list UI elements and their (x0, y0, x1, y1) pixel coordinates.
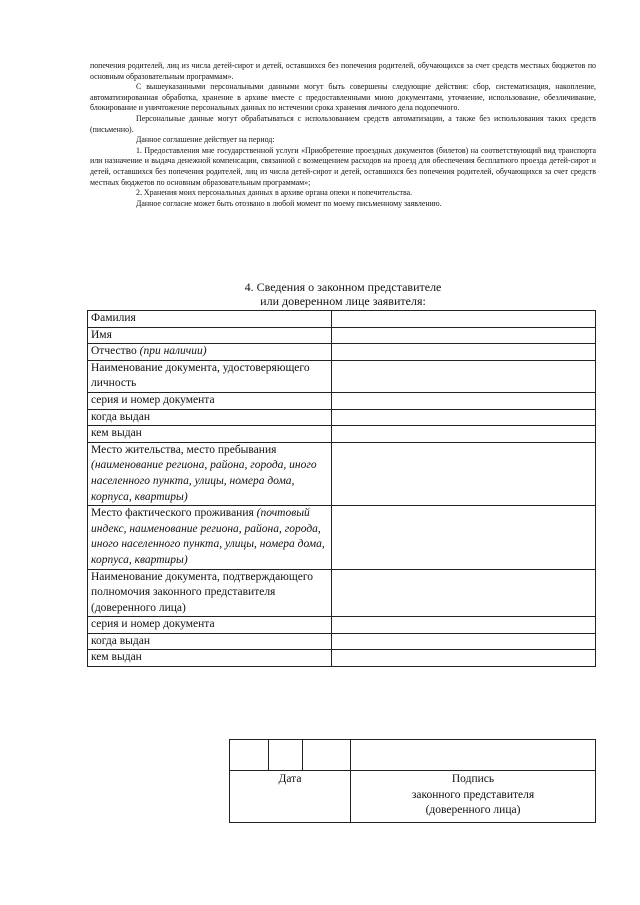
row-label: Фамилия (88, 311, 332, 328)
table-row (88, 392, 596, 409)
row-value-field[interactable] (332, 327, 596, 344)
row-note: (при наличии) (139, 345, 207, 358)
row-note: (почтовый индекс, наименование региона, района, города, иного населенного пункта, улицы, номера дома, корпуса, квартиры) (91, 507, 325, 566)
date-month-field-2[interactable] (303, 740, 351, 771)
row-value-field[interactable] (332, 650, 596, 667)
row-value-field[interactable] (332, 633, 596, 650)
date-month-field-1[interactable] (269, 740, 303, 771)
table-row (88, 426, 596, 443)
row-label: Отчество (при наличии) (88, 344, 332, 361)
table-row (88, 442, 596, 505)
consent-paragraph: Данное согласие может быть отозвано в любой момент по моему письменному заявлению. (136, 198, 442, 208)
section-title-line1: 4. Сведения о законном представителе (244, 280, 442, 294)
row-label: серия и номер документа (88, 617, 332, 634)
row-value-field[interactable] (332, 617, 596, 634)
table-row (88, 409, 596, 426)
row-value-field[interactable] (332, 360, 596, 392)
representative-info-table (87, 310, 596, 667)
table-row (88, 311, 596, 328)
row-label: Наименование документа, удостоверяющего личность (88, 360, 332, 392)
table-row (88, 360, 596, 392)
table-row (88, 650, 596, 667)
row-value-field[interactable] (332, 344, 596, 361)
row-label: Наименование документа, подтверждающего полномочия законного представителя (доверенного лица) (88, 569, 332, 617)
row-value-field[interactable] (332, 311, 596, 328)
row-value-field[interactable] (332, 506, 596, 569)
row-value-field[interactable] (332, 409, 596, 426)
consent-paragraph: попечения родителей, лиц из числа детей-сирот и детей, оставшихся без попечения родителей, обучающихся за счет средств местных бюджетов по основным образовательным программам». (90, 61, 596, 81)
table-row (88, 617, 596, 634)
section-heading (90, 280, 596, 308)
table-row (88, 506, 596, 569)
date-day-field[interactable] (230, 740, 269, 771)
row-label: когда выдан (88, 409, 332, 426)
row-label: серия и номер документа (88, 392, 332, 409)
table-row (88, 344, 596, 361)
consent-paragraph: Персональные данные могут обрабатываться с использованием средств автоматизации, а также без использования таких средств (письменно). (90, 113, 596, 134)
row-label: когда выдан (88, 633, 332, 650)
table-row (88, 327, 596, 344)
signature-field[interactable] (351, 740, 596, 771)
row-label: Место фактического проживания (почтовый индекс, наименование региона, района, города, иного населенного пункта, улицы, номера дома, корпуса, квартиры) (88, 506, 332, 569)
row-label: кем выдан (88, 426, 332, 443)
row-note: (наименование региона, района, города, иного населенного пункта, улицы, номера дома, корпуса, квартиры) (91, 459, 317, 503)
table-row (88, 633, 596, 650)
signature-table (229, 739, 596, 823)
row-value-field[interactable] (332, 569, 596, 617)
row-label: Место жительства, место пребывания (наименование региона, района, города, иного населенного пункта, улицы, номера дома, корпуса, квартиры) (88, 442, 332, 505)
consent-paragraph: Данное соглашение действует на период: (136, 135, 275, 145)
row-value-field[interactable] (332, 426, 596, 443)
row-value-field[interactable] (332, 442, 596, 505)
consent-paragraph: 2. Хранения моих персональных данных в архиве органа опеки и попечительства. (136, 188, 413, 198)
table-row (88, 569, 596, 617)
consent-paragraph: С вышеуказанными персональными данными могут быть совершены следующие действия: сбор, систематизация, накопление, автоматизированная обработка, хранение в архиве вместе с предоставленными мною документами, уточнение, использование, обезличивание, блокирование и уничтожение персональных данных по истечении срока хранения личного дела подопечного. (90, 82, 596, 113)
row-label: Имя (88, 327, 332, 344)
row-value-field[interactable] (332, 392, 596, 409)
section-title-line2: или доверенном лице заявителя: (260, 294, 426, 308)
date-label: Дата (230, 771, 351, 823)
consent-paragraph: 1. Предоставления мне государственной услуги «Приобретение проездных документов (билетов) на соответствующий вид транспорта или назначение и выдача денежной компенсации, связанной с возмещением расходов на проезд для обеспечения бесплатного проезда детей-сирот и детей, оставшихся без попечения родителей, лиц из числа детей-сирот и детей, оставшихся без попечения родителей, обучающихся за счет средств местных бюджетов по основным образовательным программам»; (90, 145, 596, 187)
row-label: кем выдан (88, 650, 332, 667)
signature-label: Подпись законного представителя (доверенного лица) (351, 771, 596, 823)
consent-text-block (90, 61, 596, 209)
